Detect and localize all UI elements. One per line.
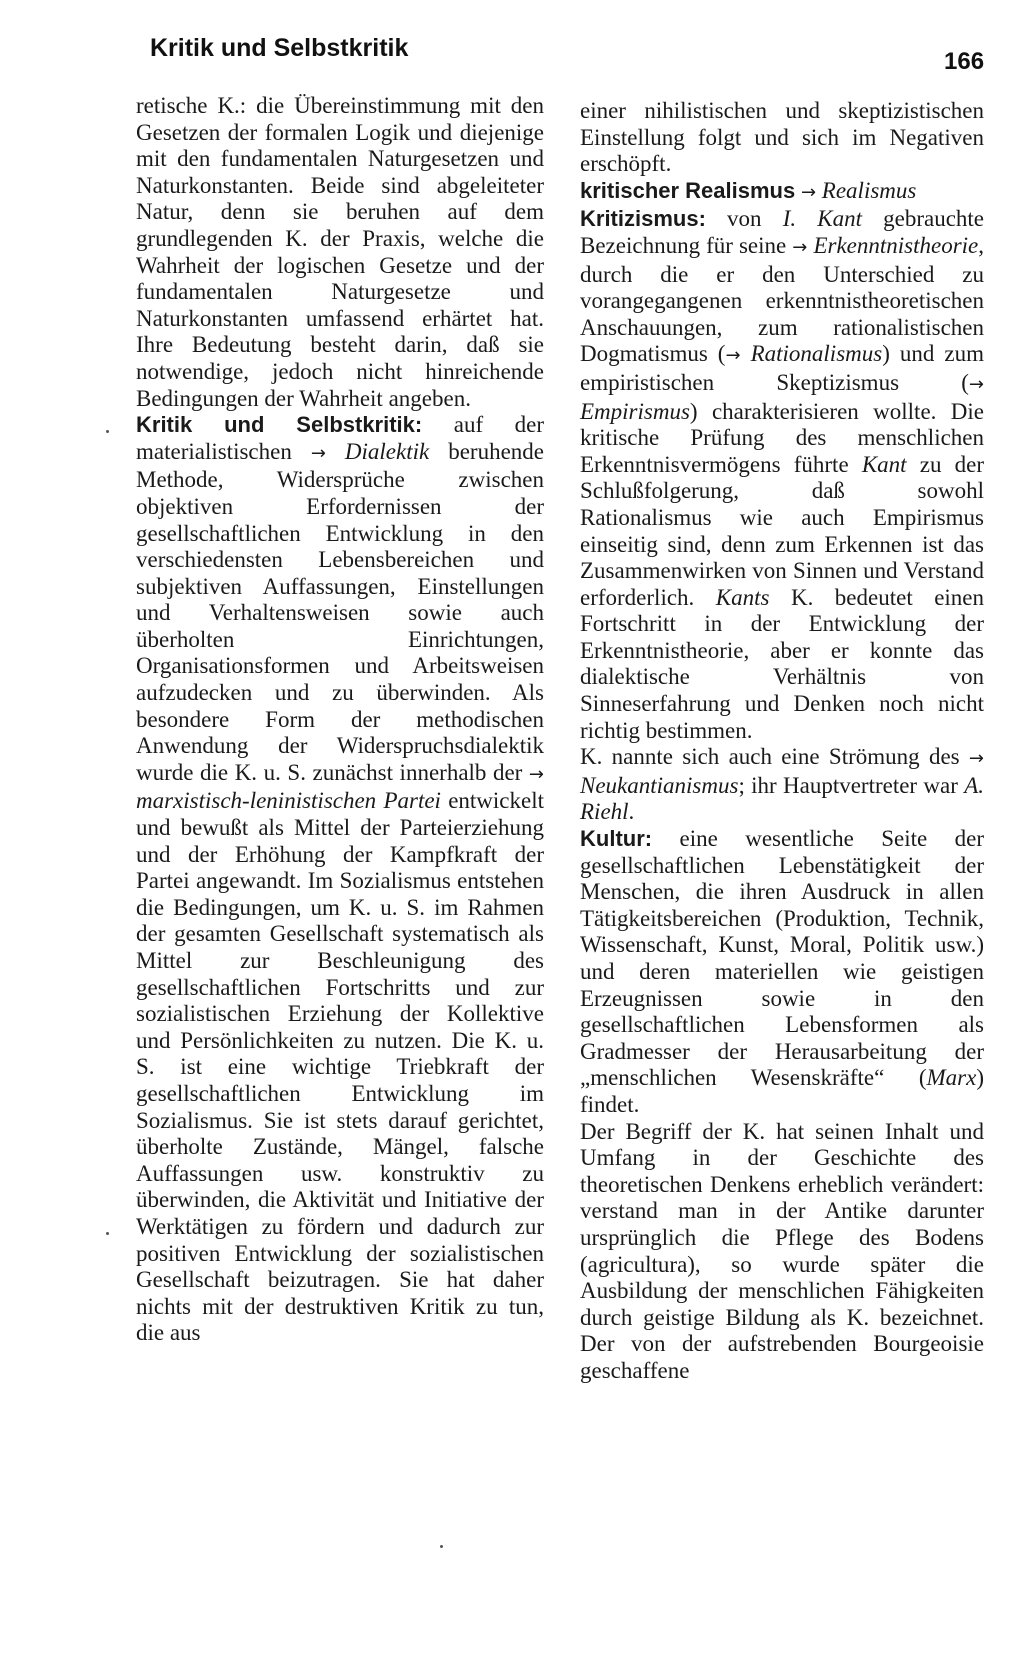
entry-kultur	[580, 826, 984, 1119]
person-name: Kants	[715, 584, 770, 610]
entry-kultur-paragraph-2: Der Begriff der K. hat seinen Inhalt und Umfang in der Geschichte des theoretischen Denkens erheblich verändert: verstand man in der Antike darunter ursprünglich die Pflege des Bodens (agricultura), so wurde später die Ausbildung der menschlichen Fähigkeiten durch geistige Bildung als K. bezeichnet. Der von der aufstrebenden Bourgeoisie geschaffene	[580, 1118, 984, 1383]
cross-reference: Erkenntnistheorie	[807, 232, 979, 258]
cross-reference-arrow-icon: →	[795, 181, 817, 203]
person-name: Kant	[861, 451, 907, 477]
entry-text: K. bedeutet einen Fortschritt in der Entwicklung der Erkenntnistheorie, aber er konnte das dialektische Verhältnis von Sinneserfahrung und Denken noch nicht richtig bestimmen.	[580, 584, 984, 743]
entry-text: von	[705, 206, 783, 232]
entry-term: Kritizismus:	[580, 206, 706, 232]
entry-text: K. nannte sich auch eine Strömung des	[580, 744, 969, 770]
page-number: 166	[944, 48, 985, 75]
cross-reference: Neukantianismus	[580, 772, 739, 798]
entry-text: beruhende Methode, Widersprüche zwischen objektiven Erfordernissen der gesellschaftlichen Entwicklung in den verschiedensten Lebensbereichen und subjektiven Auffassungen, Einstellungen und Verhaltensweisen sowie auch überholten Einrichtungen, Organisationsformen und Arbeitsweisen aufzudecken und zu überwinden. Als besondere Form der methodischen Anwendung der Widerspruchsdialektik wurde die K. u. S. zunächst innerhalb der	[136, 438, 544, 785]
entry-kritizismus	[580, 206, 984, 744]
entry-text: eine wesentliche Seite der gesellschaftlichen Lebenstätigkeit der Menschen, die ihren Ausdruck in allen Tätigkeitsbereichen (Produktion, Technik, Wissenschaft, Kunst, Moral, Politik usw.) und deren materiellen wie geistigen Erzeugnissen sowie in den gesellschaftlichen Lebensformen als Gradmesser der Herausarbeitung der „menschlichen Wesenskräfte“ (	[580, 826, 984, 1091]
entry-text: gebrauchte Bezeichnung für seine	[580, 206, 985, 258]
entry-term: kritischer Realismus	[580, 177, 796, 203]
print-speck	[106, 1232, 109, 1235]
left-column	[136, 93, 544, 1347]
print-speck	[440, 1545, 443, 1548]
cross-reference-arrow-icon: →	[968, 373, 984, 395]
cross-reference: marxistisch-leninistischen Partei	[136, 788, 441, 814]
running-header: Kritik und Selbstkritik	[150, 34, 409, 62]
entry-kritischer-realismus	[580, 178, 984, 207]
person-name: I. Kant	[782, 206, 862, 232]
continuation-text: retische K.: die Übereinstimmung mit den Gesetzen der formalen Logik und diejenige mit den fundamentalen Naturgesetzen und Naturkonstanten. Beide sind abgeleiteter Natur, denn sie beruhen auf dem grundlegenden K. der Praxis, welche die Wahrheit der logischen Gesetze und der fundamentalen Naturgesetze und Naturkonstanten umfassend erhärtet hat. Ihre Bedeutung besteht darin, daß sie notwendige, jedoch nicht hinreichende Bedingungen der Wahrheit angeben.	[136, 93, 544, 411]
entry-text: ) findet.	[580, 1065, 984, 1117]
entry-text: ) charakterisieren wollte. Die kritische Prüfung des menschlichen Erkenntnisvermögens führte	[580, 398, 984, 477]
cross-reference: Realismus	[816, 177, 917, 203]
cross-reference-arrow-icon: →	[792, 236, 808, 258]
cross-reference-arrow-icon: →	[968, 748, 984, 770]
entry-term: Kritik und Selbstkritik:	[136, 412, 423, 438]
entry-text: , durch die er den Unterschied zu vorangegangenen erkenntnistheoretischen Anschauungen, zum rationalistischen Dogmatismus (	[580, 232, 984, 367]
person-name: Marx	[926, 1065, 977, 1091]
entry-text: entwickelt und bewußt als Mittel der Parteierziehung und der Erhöhung der Kampfkraft der Partei angewandt. Im Sozialismus entstehen die Bedingungen, um K. u. S. im Rahmen der gesamten Gesellschaft systematisch als Mittel zur Beschleunigung des gesellschaftlichen Fortschritts und zur sozialistischen Erziehung der Kollektive und Persönlichkeiten zu nutzen. Die K. u. S. ist eine wichtige Triebkraft der gesellschaftlichen Entwicklung im Sozialismus. Sie ist stets darauf gerichtet, überholte Zustände, Mängel, falsche Auffassungen usw. konstruktiv zu überwinden, die Aktivität und Initiative der Werktätigen zu fördern und dadurch zur positiven Entwicklung der sozialistischen Gesellschaft beizutragen. Sie hat daher nichts mit der destruktiven Kritik zu tun, die aus	[136, 788, 544, 1346]
cross-reference-arrow-icon: →	[528, 763, 544, 785]
cross-reference: Dialektik	[325, 438, 430, 464]
entry-text: ; ihr Hauptvertreter war	[738, 772, 965, 798]
continuation-text: einer nihilistischen und skeptizistischen Einstellung folgt und sich im Negativen erschöpft.	[580, 98, 984, 177]
entry-text: zu der Schlußfolgerung, daß sowohl Rationalismus wie auch Empirismus einseitig sind, denn zum Erkennen ist das Zusammenwirken von Sinnen und Verstand erforderlich.	[580, 451, 985, 610]
entry-term: Kultur:	[580, 826, 653, 852]
entry-kritik-und-selbstkritik	[136, 412, 544, 1347]
cross-reference-arrow-icon: →	[725, 345, 741, 367]
entry-text: ) und zum empiristischen Skeptizismus (	[580, 341, 984, 395]
entry-text: .	[628, 799, 635, 825]
cross-reference: Empirismus	[580, 398, 690, 424]
print-speck	[106, 430, 109, 433]
right-column	[580, 98, 984, 1385]
person-name: A. Riehl	[580, 772, 984, 825]
cross-reference-arrow-icon: →	[310, 442, 326, 464]
entry-kritizismus-paragraph-2	[580, 744, 984, 826]
entry-text: auf der materialistischen	[136, 412, 544, 464]
cross-reference: Rationalismus	[740, 341, 883, 367]
